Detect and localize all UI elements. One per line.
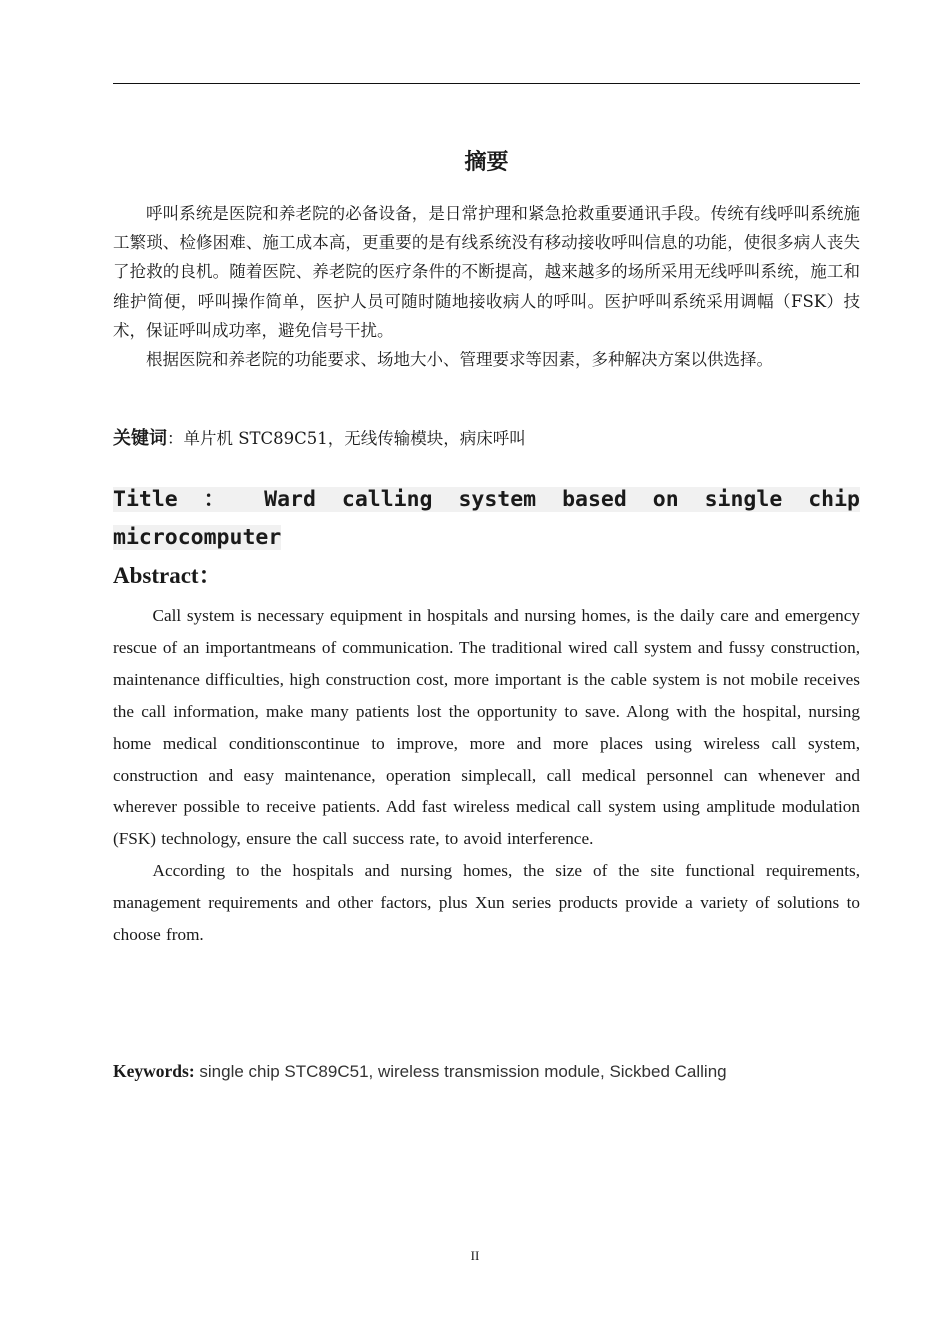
header-rule	[113, 83, 860, 84]
chinese-abstract-body	[113, 199, 860, 374]
chinese-keywords	[113, 425, 860, 453]
english-keywords-text: single chip STC89C51, wireless transmission module, Sickbed Calling	[194, 1062, 727, 1081]
english-title-text: Title ： Ward calling system based on single chip microcomputer	[113, 487, 860, 550]
english-abstract-heading: Abstract：	[113, 563, 222, 588]
english-paragraph-2: According to the hospitals and nursing homes, the size of the site functional requirements, management requirements and other factors, plus Xun series products provide a variety of solutions to choose from.	[113, 861, 860, 945]
chinese-paragraph-1: 呼叫系统是医院和养老院的必备设备，是日常护理和紧急抢救重要通讯手段。传统有线呼叫系统施工繁琐、检修困难、施工成本高，更重要的是有线系统没有移动接收呼叫信息的功能，使很多病人丧失了抢救的良机。随着医院、养老院的医疗条件的不断提高，越来越多的场所采用无线呼叫系统，施工和维护简便，呼叫操作简单，医护人员可随时随地接收病人的呼叫。医护呼叫系统采用调幅（FSK）技术，保证呼叫成功率，避免信号干扰。	[113, 204, 860, 340]
english-keywords	[113, 1056, 860, 1087]
chinese-keywords-label: 关键词	[113, 428, 167, 449]
chinese-paragraph-2: 根据医院和养老院的功能要求、场地大小、管理要求等因素，多种解决方案以供选择。	[146, 350, 773, 370]
chinese-keywords-text: ：单片机 STC89C51，无线传输模块，病床呼叫	[167, 429, 526, 448]
chinese-abstract-title: 摘要	[464, 150, 509, 175]
english-title	[113, 481, 860, 557]
english-keywords-label: Keywords:	[113, 1061, 195, 1081]
page-number: II	[470, 1248, 480, 1263]
english-abstract-body	[113, 600, 860, 951]
english-paragraph-1: Call system is necessary equipment in hospitals and nursing homes, is the daily care and emergency rescue of an importantmeans of communication. The traditional wired call system and fussy construction, maintenance difficulties, high construction cost, more important is the cable system is not mobile receives the call information, make many patients lost the opportunity to save. Along with the hospital, nursing home medical conditionscontinue to improve, more and more places using wireless call system, construction and easy maintenance, operation simplecall, call medical personnel can whenever and wherever possible to receive patients. Add fast wireless medical call system using amplitude modulation (FSK) technology, ensure the call success rate, to avoid interference.	[113, 606, 860, 849]
